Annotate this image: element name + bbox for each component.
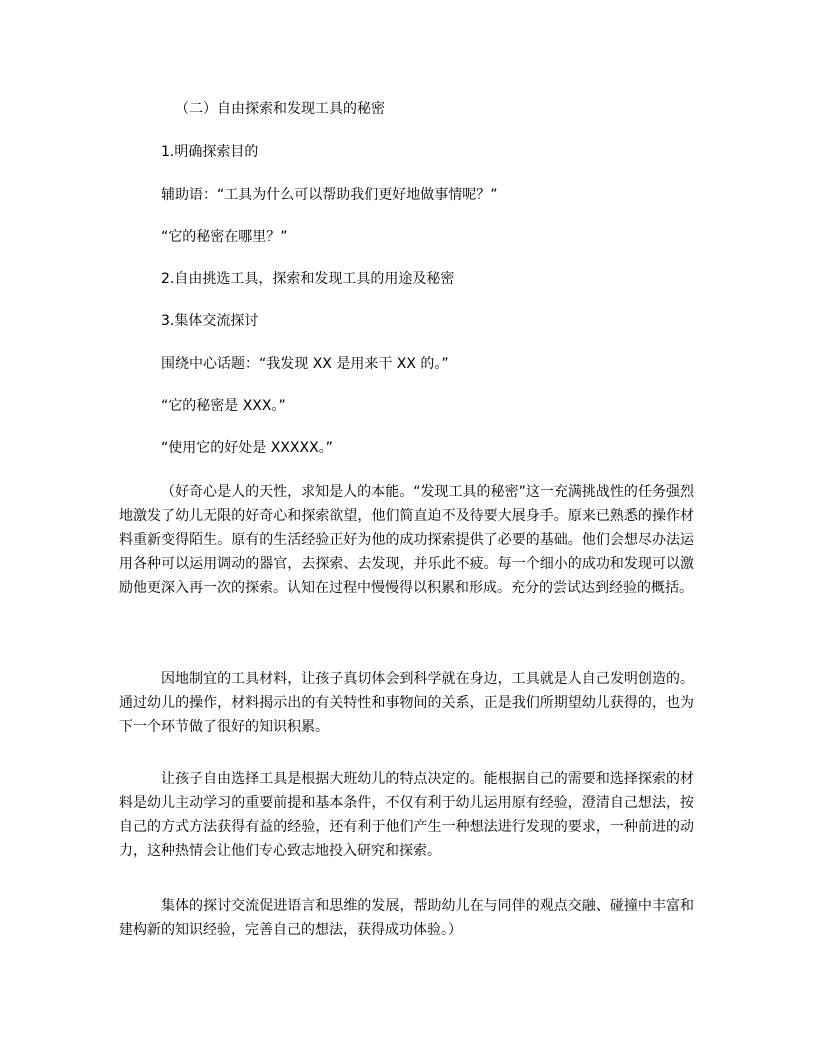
step-2-title: 2.自由挑选工具，探索和发现工具的用途及秘密	[161, 271, 455, 287]
central-topic-2: “它的秘密是 XXX。”	[161, 398, 286, 414]
commentary-paragraph-3: 让孩子自由选择工具是根据大班幼儿的特点决定的。能根据自己的需要和选择探索的材料是幼儿主动学习的重要前提和基本条件，不仅有利于幼儿运用原有经验，澄清自己想法，按自己的方式方法获得有益的经验，还有利于他们产生一种想法进行发现的要求，一种前进的动力，这种热情会让他们专心致志地投入研究和探索。	[119, 771, 694, 859]
step-3-title: 3.集体交流探讨	[161, 313, 259, 329]
step-1-title: 1.明确探索目的	[161, 144, 259, 160]
commentary-paragraph-2: 因地制宜的工具材料，让孩子真切体会到科学就在身边，工具就是人自己发明创造的。通过幼儿的操作，材料揭示出的有关特性和事物间的关系，正是我们所期望幼儿获得的，也为下一个环节做了很好的知识积累。	[119, 671, 694, 735]
commentary-paragraph-4: 集体的探讨交流促进语言和思维的发展，帮助幼儿在与同伴的观点交融、碰撞中丰富和建构新的知识经验，完善自己的想法，获得成功体验。）	[119, 898, 694, 938]
auxiliary-question-1: 辅助语：“工具为什么可以帮助我们更好地做事情呢？”	[161, 187, 498, 203]
commentary-paragraph-1: （好奇心是人的天性，求知是人的本能。“发现工具的秘密”这一充满挑战性的任务强烈地激发了幼儿无限的好奇心和探索欲望，他们简直迫不及待要大展身手。原来已熟悉的操作材料重新变得陌生。原有的生活经验正好为他的成功探索提供了必要的基础。他们会想尽办法运用各种可以运用调动的器官，去探索、去发现，并乐此不疲。每一个细小的成功和发现可以激励他更深入再一次的探索。认知在过程中慢慢得以积累和形成。充分的尝试达到经验的概括。	[119, 484, 694, 596]
central-topic-1: 围绕中心话题：“我发现 XX 是用来干 XX 的。”	[161, 356, 449, 372]
auxiliary-question-2: “它的秘密在哪里？”	[161, 229, 288, 245]
section-heading: （二）自由探索和发现工具的秘密	[175, 101, 385, 117]
central-topic-3: “使用它的好处是 XXXXX。”	[161, 440, 333, 456]
